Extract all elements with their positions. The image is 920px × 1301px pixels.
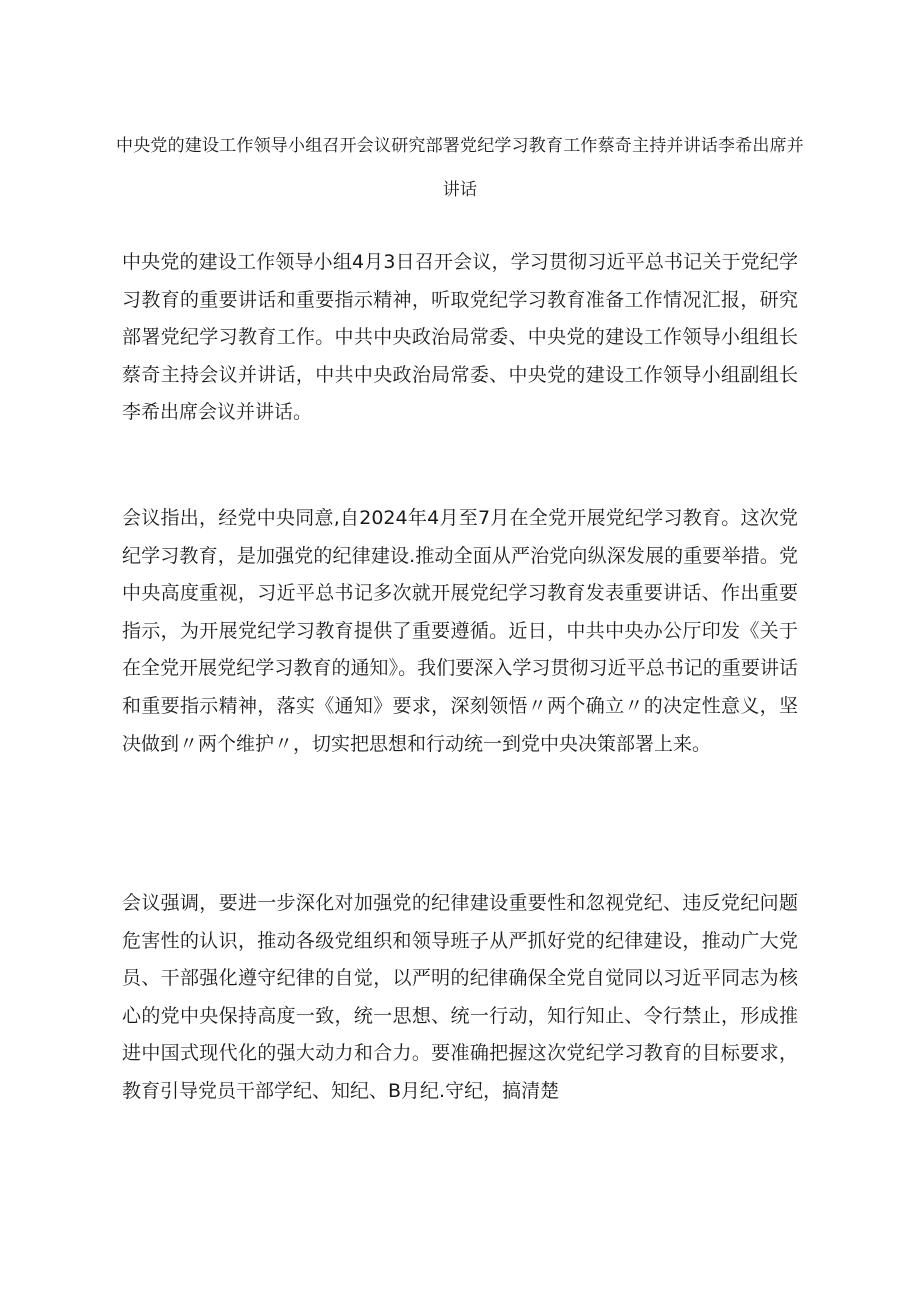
paragraph-2: 会议指出，经党中央同意,自2024年4月至7月在全党开展党纪学习教育。这次党纪学习教育，是加强党的纪律建设.推动全面从严治党向纵深发展的重要举措。党中央高度重视，习近平总书记多次就开展党纪学习教育发表重要讲话、作出重要指示，为开展党纪学习教育提供了重要遵循。近日，中共中央办公厅印发《关于在全党开展党纪学习教育的通知》。我们要深入学习贯彻习近平总书记的重要讲话和重要指示精神，落实《通知》要求，深刻领悟〃两个确立〃的决定性意义，坚决做到〃两个维护〃，切实把思想和行动统一到党中央决策部署上来。 <box>122 507 798 755</box>
document-title: 中央党的建设工作领导小组召开会议研究部署党纪学习教育工作蔡奇主持并讲话李希出席并讲话 <box>116 136 804 200</box>
paragraph-3: 会议强调，要进一步深化对加强党的纪律建设重要性和忽视党纪、违反党纪问题危害性的认识，推动各级党组织和领导班子从严抓好党的纪律建设，推动广大党员、干部强化遵守纪律的自觉，以严明的纪律确保全党自觉同以习近平同志为核心的党中央保持高度一致，统一思想、统一行动，知行知止、令行禁止，形成推进中国式现代化的强大动力和合力。要准确把握这次党纪学习教育的目标要求，教育引导党员干部学纪、知纪、B月纪.守纪，搞清楚 <box>122 892 798 1102</box>
paragraph-1: 中央党的建设工作领导小组4月3日召开会议，学习贯彻习近平总书记关于党纪学习教育的重要讲话和重要指示精神，听取党纪学习教育准备工作情况汇报，研究部署党纪学习教育工作。中共中央政治局常委、中央党的建设工作领导小组组长蔡奇主持会议并讲话，中共中央政治局常委、中央党的建设工作领导小组副组长李希出席会议并讲话。 <box>122 251 798 424</box>
